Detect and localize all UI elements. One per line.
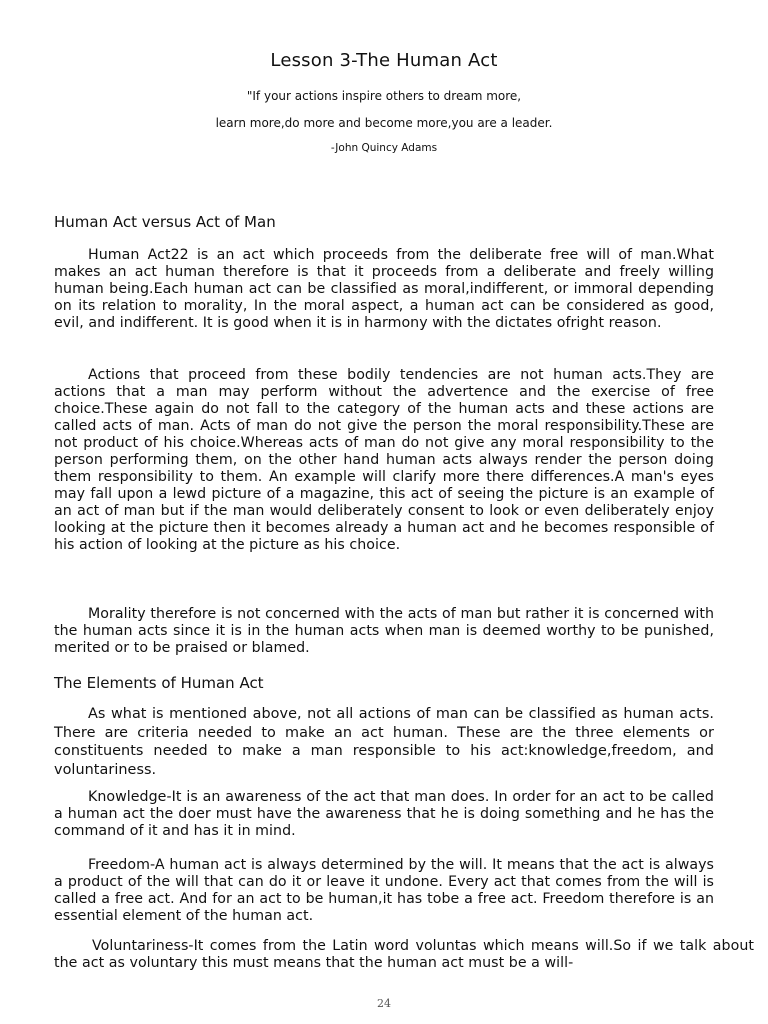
- paragraph-morality: Morality therefore is not concerned with the acts of man but rather it is concerned with the human acts since it is in the human acts when man is deemed worthy to be punished, merited or to be praised or blamed.: [54, 606, 714, 656]
- quote-line-1: "If your actions inspire others to dream more,: [246, 89, 522, 103]
- section-heading-human-act-vs-act-of-man: Human Act versus Act of Man: [54, 213, 276, 231]
- paragraph-freedom: Freedom-A human act is always determined by the will. It means that the act is always a product of the will that can do it or leave it undone. Every act that comes from the will is called a free act. And for an act to be human,it has tobe a free act. Freedom therefore is an essential element of the human act.: [54, 857, 714, 924]
- paragraph-human-act-definition: Human Act22 is an act which proceeds from the deliberate free will of man.What makes an act human therefore is that it proceeds from a deliberate and freely willing human being.Each human act can be classified as moral,indifferent, or immoral depending on its relation to morality, In the moral aspect, a human act can be considered as good, evil, and indifferent. It is good when it is in harmony with the dictates ofright reason.: [54, 247, 714, 331]
- paragraph-knowledge: Knowledge-It is an awareness of the act that man does. In order for an act to be called a human act the doer must have the awareness that he is doing something and he has the command of it and has it in mind.: [54, 789, 714, 839]
- quote-line-2: learn more,do more and become more,you are a leader.: [215, 116, 553, 130]
- page-number: 24: [377, 997, 391, 1010]
- paragraph-voluntariness: Voluntariness-It comes from the Latin word voluntas which means will.So if we talk about the act as voluntary this must means that the human act must be a will-: [54, 938, 754, 971]
- page-title: Lesson 3-The Human Act: [270, 50, 498, 71]
- quote-attribution: -John Quincy Adams: [330, 142, 438, 154]
- paragraph-elements-intro: As what is mentioned above, not all actions of man can be classified as human acts. There are criteria needed to make an act human. These are the three elements or constituents needed to make a man responsible to his act:knowledge,freedom, and voluntariness.: [54, 706, 714, 778]
- paragraph-acts-of-man: Actions that proceed from these bodily tendencies are not human acts.They are actions that a man may perform without the advertence and the exercise of free choice.These again do not fall to the category of the human acts and these actions are called acts of man. Acts of man do not give the person the moral responsibility.These are not product of his choice.Whereas acts of man do not give any moral responsibility to the person performing them, on the other hand human acts always render the person doing them responsibility to them. An example will clarify more there differences.A man's eyes may fall upon a lewd picture of a magazine, this act of seeing the picture is an example of an act of man but if the man would deliberately consent to look or even deliberately enjoy looking at the picture then it becomes already a human act and he becomes responsible of his action of looking at the picture as his choice.: [54, 367, 714, 553]
- section-heading-elements-of-human-act: The Elements of Human Act: [54, 674, 264, 692]
